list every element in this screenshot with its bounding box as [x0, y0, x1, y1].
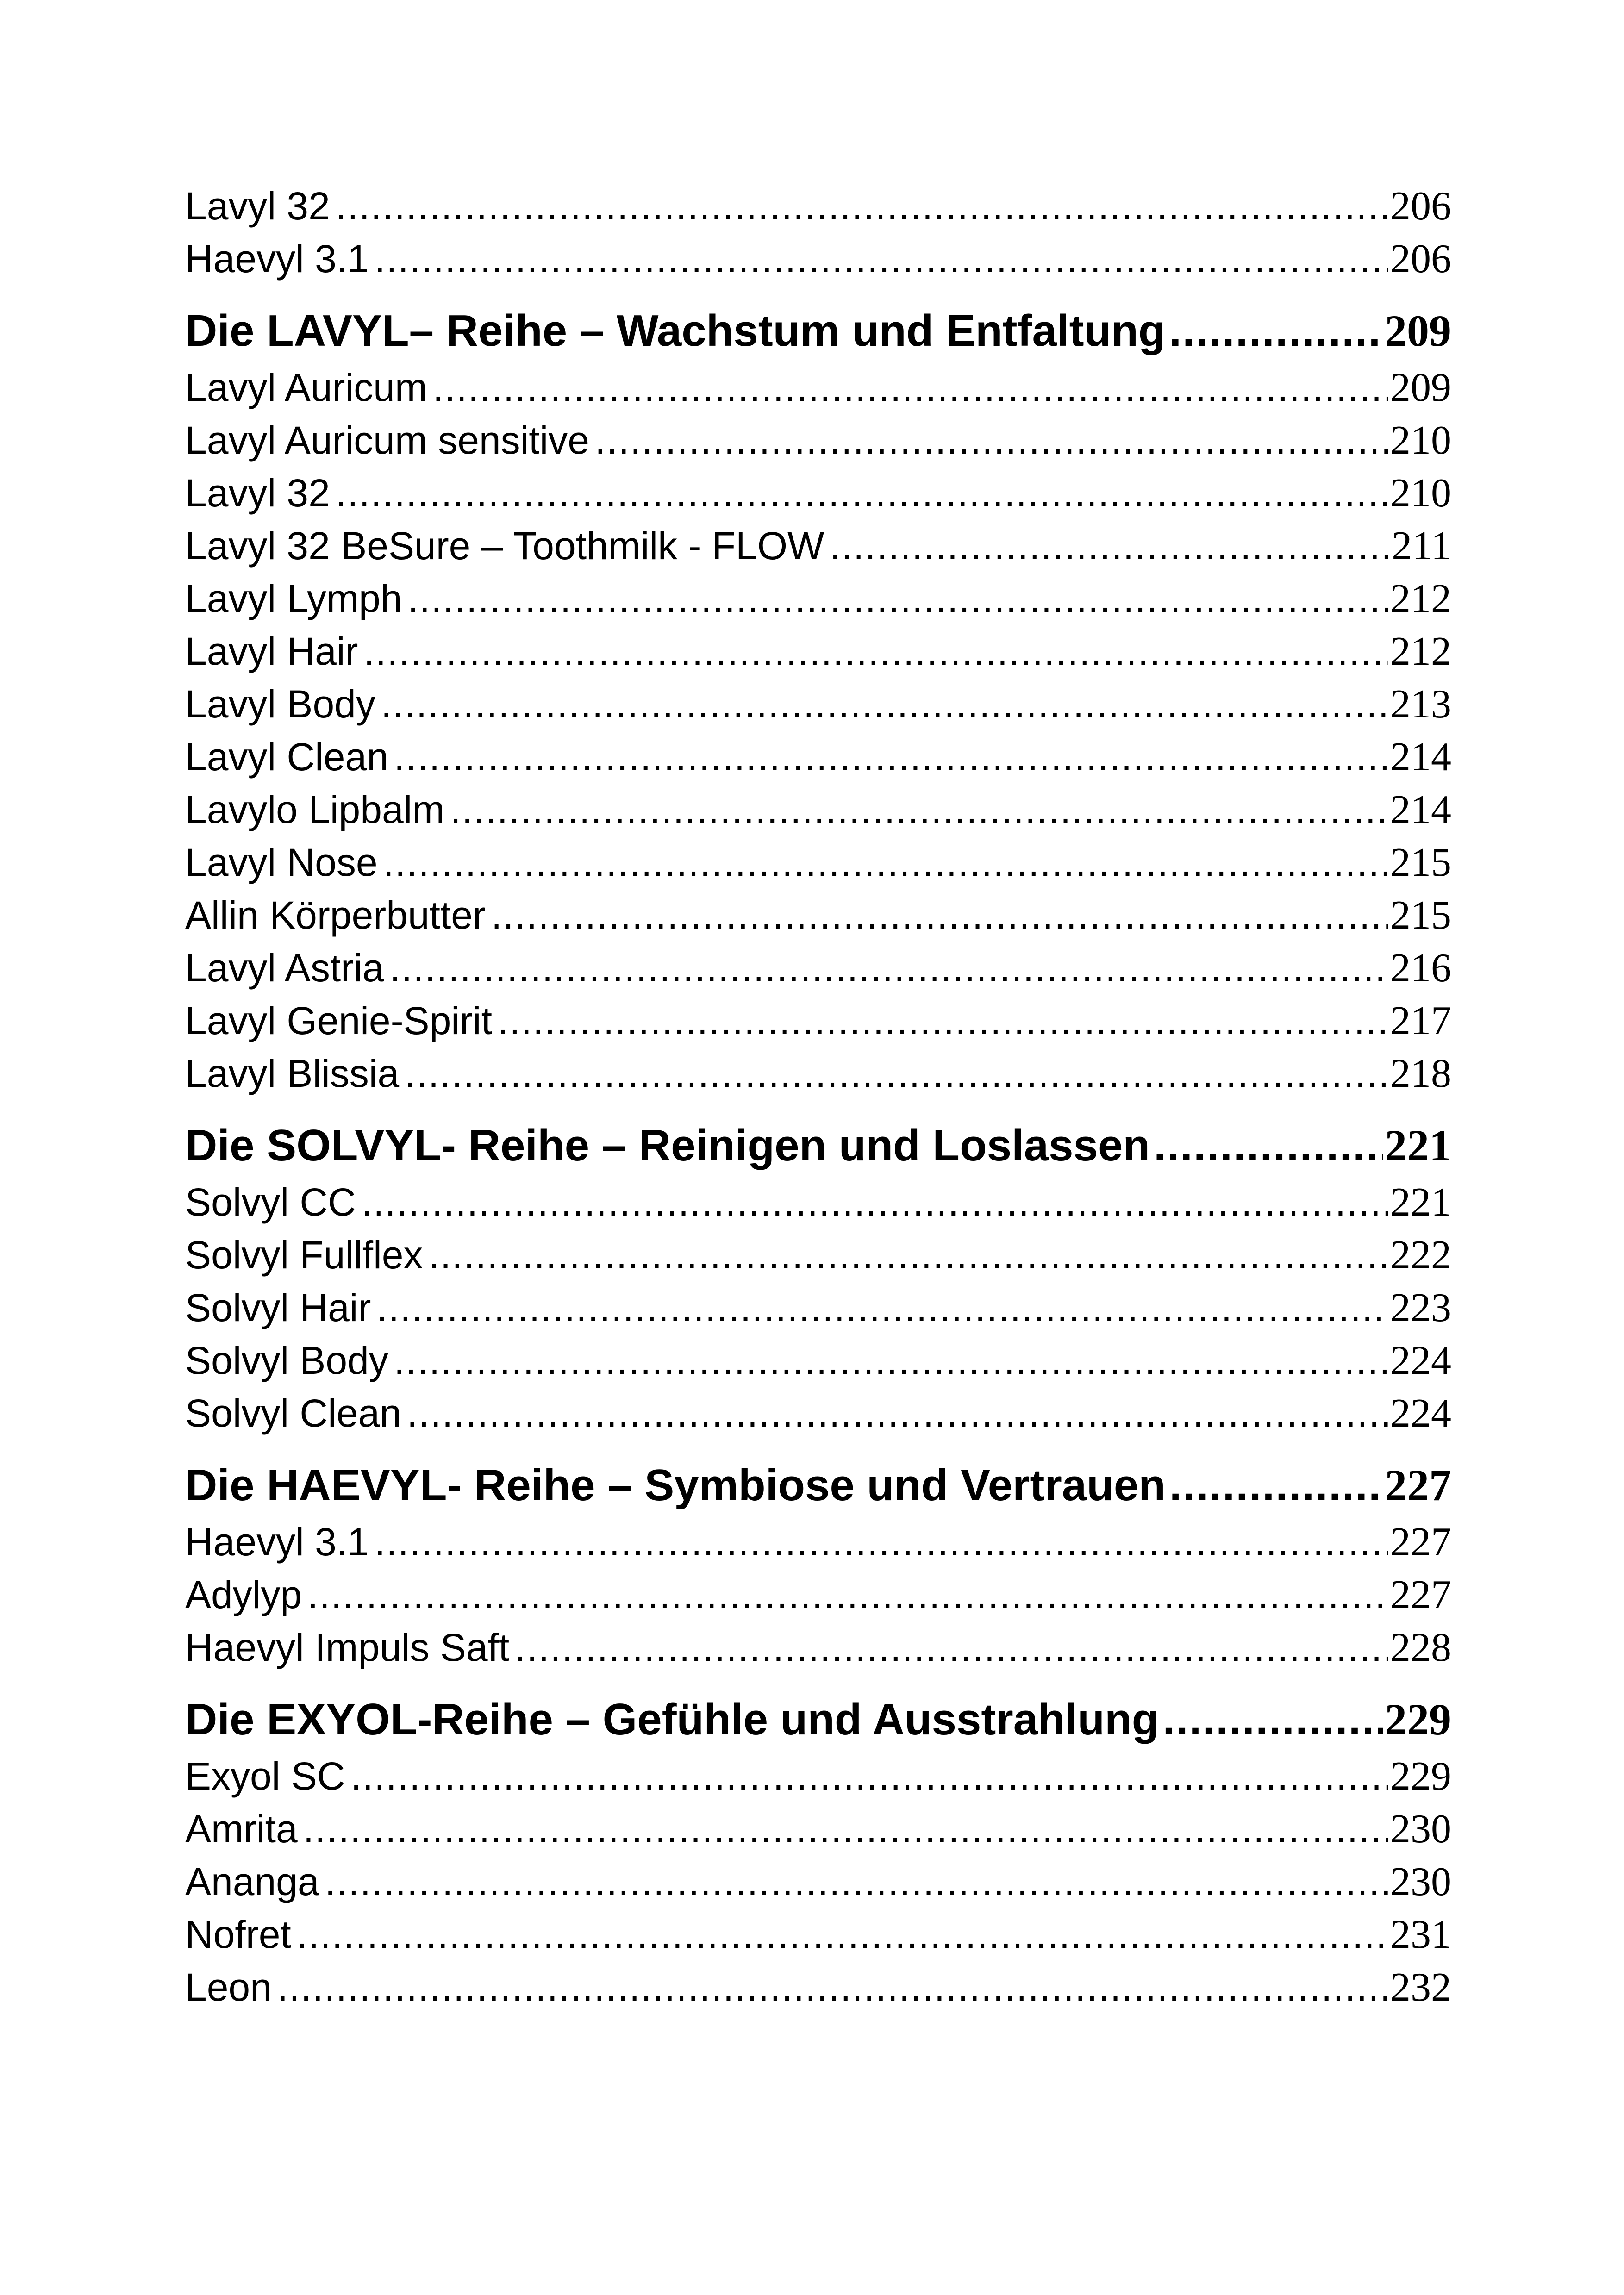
dot-leader	[450, 787, 1388, 832]
dot-leader	[1169, 306, 1383, 356]
toc-page-number: 229	[1385, 1695, 1451, 1744]
toc-entry-title: Ananga	[185, 1860, 319, 1903]
toc-entry[interactable]	[185, 1806, 1451, 1858]
dot-leader	[297, 1912, 1388, 1957]
dot-leader	[407, 1391, 1388, 1436]
toc-entry-title: Lavyl Auricum sensitive	[185, 418, 590, 462]
toc-entry[interactable]	[185, 1753, 1451, 1806]
toc-page-number: 209	[1390, 365, 1451, 410]
toc-entry-title: Haevyl Impuls Saft	[185, 1626, 510, 1669]
toc-page-number: 221	[1390, 1180, 1451, 1225]
toc-page-number: 216	[1390, 946, 1451, 991]
toc-page-number: 210	[1390, 471, 1451, 516]
toc-entry-title: Adylyp	[185, 1573, 302, 1616]
toc-page-number: 231	[1390, 1912, 1451, 1957]
toc-entry[interactable]	[185, 1232, 1451, 1285]
toc-entry[interactable]	[185, 1337, 1451, 1390]
dot-leader	[1169, 1460, 1383, 1511]
toc-page-number: 212	[1390, 629, 1451, 674]
toc-entry-title: Solvyl Clean	[185, 1391, 401, 1435]
toc-entry[interactable]	[185, 236, 1451, 288]
toc-entry[interactable]	[185, 183, 1451, 236]
toc-entry-title: Lavyl Hair	[185, 630, 358, 673]
toc-entry[interactable]	[185, 1964, 1451, 2017]
dot-leader	[375, 1520, 1388, 1565]
toc-entry-title: Die LAVYL– Reihe – Wachstum und Entfaltung	[185, 306, 1166, 355]
dot-leader	[325, 1859, 1388, 1904]
dot-leader	[336, 471, 1388, 516]
toc-section-heading[interactable]	[185, 305, 1451, 364]
toc-section-heading[interactable]	[185, 1459, 1451, 1519]
toc-entry[interactable]	[185, 1572, 1451, 1624]
toc-entry[interactable]	[185, 1390, 1451, 1443]
toc-entry[interactable]	[185, 734, 1451, 786]
toc-entry-title: Die SOLVYL- Reihe – Reinigen und Loslassen	[185, 1121, 1150, 1170]
toc-entry-title: Die EXYOL-Reihe – Gefühle und Ausstrahlung	[185, 1695, 1159, 1744]
toc-entry[interactable]	[185, 1624, 1451, 1677]
toc-entry-title: Nofret	[185, 1913, 291, 1956]
dot-leader	[375, 237, 1388, 281]
toc-entry-title: Lavyl Astria	[185, 946, 384, 990]
dot-leader	[405, 1051, 1388, 1096]
toc-page-number: 217	[1390, 998, 1451, 1043]
toc-entry-title: Lavyl Body	[185, 682, 375, 726]
dot-leader	[307, 1572, 1388, 1617]
toc-entry[interactable]	[185, 1285, 1451, 1337]
toc-page-number: 211	[1392, 524, 1451, 568]
toc-entry[interactable]	[185, 786, 1451, 839]
toc-entry[interactable]	[185, 1179, 1451, 1232]
toc-page-number: 214	[1390, 735, 1451, 780]
toc-page-number: 214	[1390, 787, 1451, 832]
dot-leader	[394, 1338, 1388, 1383]
toc-page-number: 210	[1390, 418, 1451, 463]
toc-entry-title: Lavyl Auricum	[185, 366, 427, 409]
toc-entry-title: Die HAEVYL- Reihe – Symbiose und Vertrauen	[185, 1460, 1166, 1510]
dot-leader	[1154, 1120, 1383, 1171]
dot-leader	[350, 1754, 1388, 1799]
toc-page-number: 224	[1390, 1391, 1451, 1436]
toc-entry-title: Lavyl 32	[185, 184, 330, 228]
toc-page-number: 232	[1390, 1965, 1451, 2010]
dot-leader	[363, 629, 1388, 674]
toc-page-number: 230	[1390, 1807, 1451, 1852]
toc-section-heading[interactable]	[185, 1694, 1451, 1753]
toc-page-number: 224	[1390, 1338, 1451, 1383]
toc-page-number: 212	[1390, 576, 1451, 621]
toc-page-number: 209	[1385, 306, 1451, 355]
toc-entry[interactable]	[185, 1050, 1451, 1103]
toc-entry-title: Lavyl Blissia	[185, 1052, 400, 1095]
toc-entry[interactable]	[185, 681, 1451, 734]
toc-entry[interactable]	[185, 998, 1451, 1050]
toc-page-number: 230	[1390, 1859, 1451, 1904]
toc-entry-title: Haevyl 3.1	[185, 1520, 369, 1564]
dot-leader	[498, 998, 1388, 1043]
toc-entry-title: Lavylo Lipbalm	[185, 788, 445, 831]
toc-entry[interactable]	[185, 1858, 1451, 1911]
toc-page-number: 206	[1390, 237, 1451, 281]
toc-page-number: 218	[1390, 1051, 1451, 1096]
toc-entry[interactable]	[185, 364, 1451, 417]
toc-entry[interactable]	[185, 575, 1451, 628]
toc-page-number: 223	[1390, 1285, 1451, 1330]
toc-entry[interactable]	[185, 892, 1451, 945]
toc-entry-title: Haevyl 3.1	[185, 237, 369, 281]
dot-leader	[336, 184, 1388, 229]
toc-entry[interactable]	[185, 1911, 1451, 1964]
dot-leader	[277, 1965, 1388, 2010]
toc-entry[interactable]	[185, 1519, 1451, 1572]
toc-entry[interactable]	[185, 417, 1451, 470]
toc-page-number: 213	[1390, 682, 1451, 727]
toc-section-heading[interactable]	[185, 1120, 1451, 1179]
toc-entry-title: Allin Körperbutter	[185, 893, 486, 937]
dot-leader	[383, 840, 1388, 885]
toc-page-number: 227	[1390, 1520, 1451, 1565]
toc-entry-title: Exyol SC	[185, 1754, 345, 1798]
toc-page-number: 228	[1390, 1625, 1451, 1670]
toc-entry[interactable]	[185, 628, 1451, 681]
dot-leader	[390, 946, 1388, 991]
toc-page-number: 227	[1390, 1572, 1451, 1617]
dot-leader	[491, 893, 1388, 938]
dot-leader	[595, 418, 1388, 463]
dot-leader	[303, 1807, 1388, 1852]
toc-entry-title: Solvyl CC	[185, 1180, 356, 1224]
toc-page-number: 229	[1390, 1754, 1451, 1799]
dot-leader	[830, 524, 1390, 568]
toc-entry-title: Lavyl Nose	[185, 841, 378, 884]
table-of-contents	[185, 183, 1451, 2017]
toc-entry-title: Lavyl Genie-Spirit	[185, 999, 492, 1042]
toc-page-number: 215	[1390, 840, 1451, 885]
toc-entry-title: Leon	[185, 1965, 272, 2009]
toc-page-number: 222	[1390, 1233, 1451, 1278]
toc-entry-title: Solvyl Hair	[185, 1286, 371, 1329]
dot-leader	[376, 1285, 1388, 1330]
toc-page-number: 215	[1390, 893, 1451, 938]
dot-leader	[433, 365, 1388, 410]
dot-leader	[1162, 1694, 1383, 1745]
toc-entry-title: Lavyl 32 BeSure – Toothmilk - FLOW	[185, 524, 824, 568]
dot-leader	[428, 1233, 1388, 1278]
toc-entry[interactable]	[185, 523, 1451, 575]
toc-entry[interactable]	[185, 470, 1451, 523]
dot-leader	[515, 1625, 1388, 1670]
toc-entry-title: Solvyl Body	[185, 1339, 388, 1382]
toc-entry[interactable]	[185, 945, 1451, 998]
toc-entry-title: Lavyl Lymph	[185, 577, 402, 620]
dot-leader	[362, 1180, 1388, 1225]
toc-entry-title: Solvyl Fullflex	[185, 1233, 423, 1277]
toc-entry-title: Amrita	[185, 1807, 298, 1851]
toc-page-number: 221	[1385, 1121, 1451, 1170]
dot-leader	[407, 576, 1388, 621]
toc-page-number: 206	[1390, 184, 1451, 229]
toc-entry-title: Lavyl 32	[185, 471, 330, 515]
dot-leader	[381, 682, 1388, 727]
toc-page-number: 227	[1385, 1460, 1451, 1510]
dot-leader	[394, 735, 1388, 780]
toc-entry-title: Lavyl Clean	[185, 735, 388, 779]
toc-entry[interactable]	[185, 839, 1451, 892]
